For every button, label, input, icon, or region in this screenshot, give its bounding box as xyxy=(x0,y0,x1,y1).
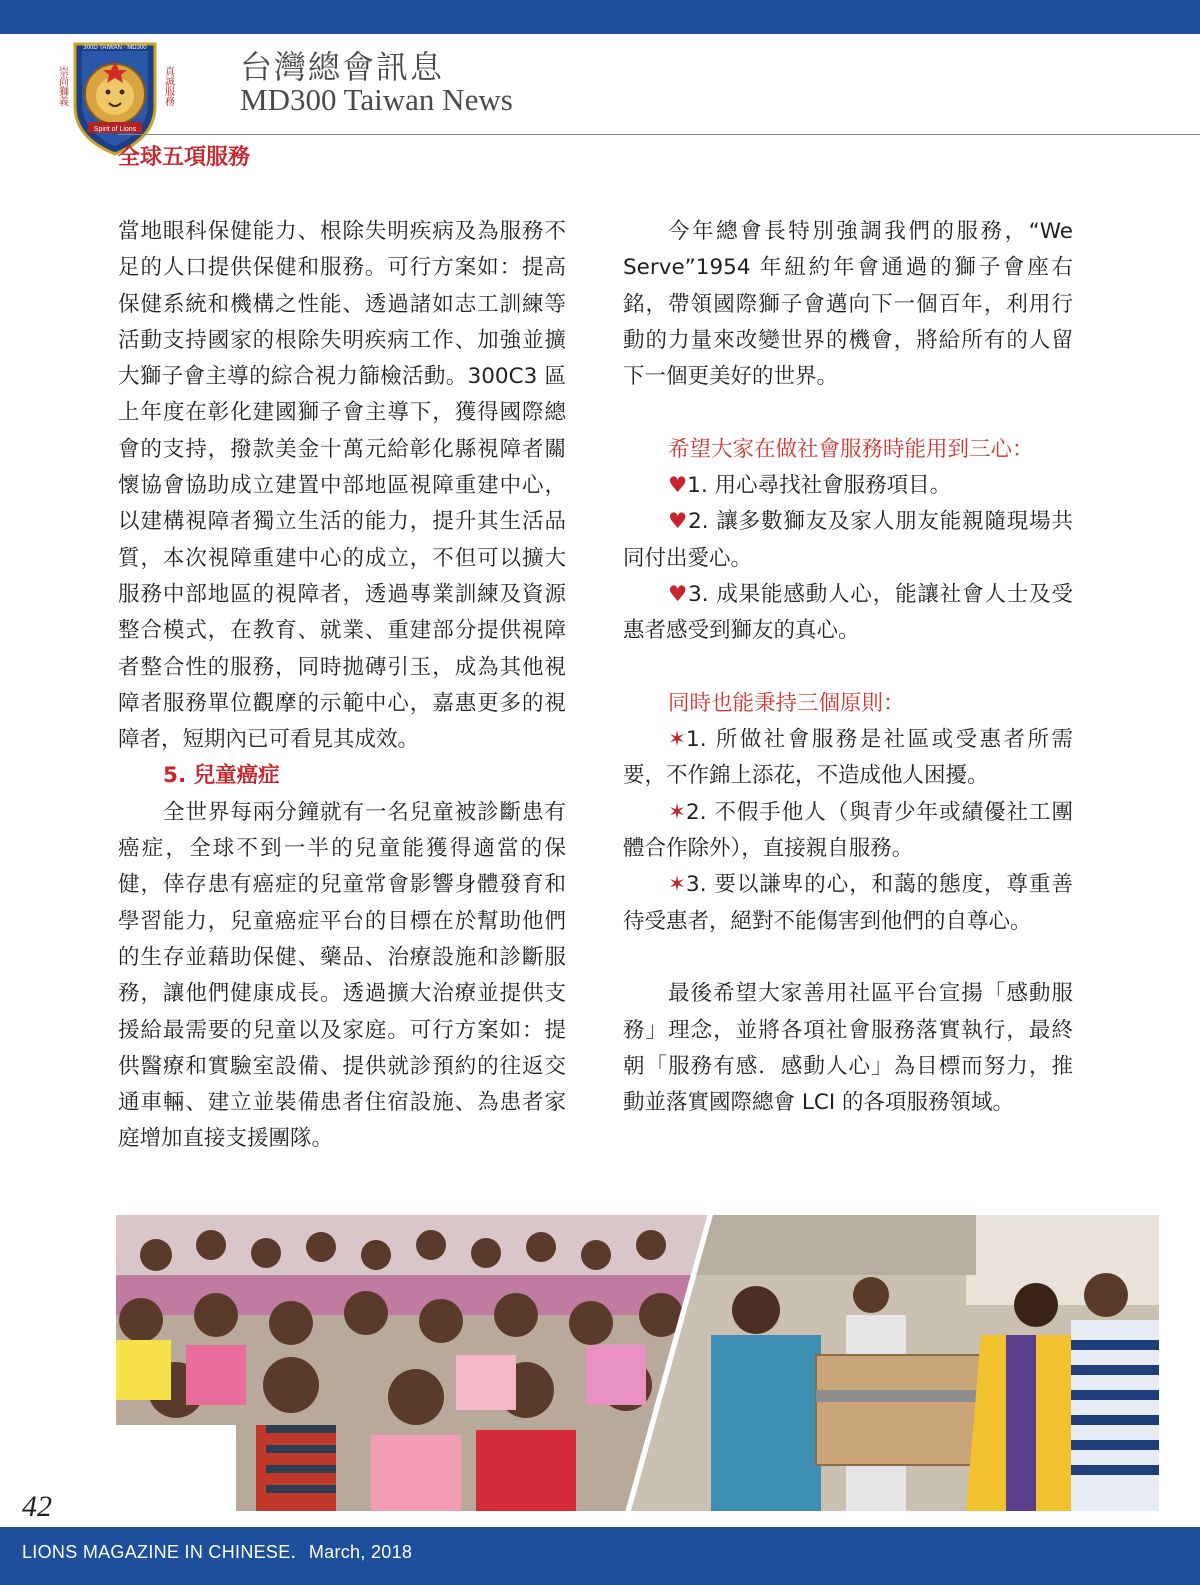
top-color-bar xyxy=(0,0,1200,34)
subhead-child-cancer: 5. 兒童癌症 xyxy=(163,763,280,789)
heart-item-1: ♥1. 用心尋找社會服務項目。 xyxy=(668,473,952,499)
principle-item-2: ✶2. 不假手他人（與青少年或績優社工團體合作除外），直接親自服務。 xyxy=(623,799,1073,862)
heart-item-2: ♥2. 讓多數獅友及家人朋友能親隨現場共同付出愛心。 xyxy=(623,509,1073,571)
principle-item-1: ✶1. 所做社會服務是社區或受惠者所需要，不作錦上添花，不造成他人困擾。 xyxy=(623,727,1073,789)
page-number: 42 xyxy=(22,1490,52,1523)
principles-title: 同時也能秉持三個原則： xyxy=(668,690,905,716)
star-icon: ✶ xyxy=(668,872,687,898)
page-header xyxy=(0,34,1200,154)
principle-item-3: ✶3. 要以謙卑的心，和藹的態度，尊重善待受惠者，絕對不能傷害到他們的自尊心。 xyxy=(623,872,1073,934)
heart-icon: ♥ xyxy=(668,581,689,607)
emblem-banner-top: 300D TAIWAN · MD300 xyxy=(83,45,147,51)
children-classroom-photo-icon xyxy=(116,1215,716,1511)
three-hearts-title: 希望大家在做社會服務時能用到三心： xyxy=(668,436,1034,462)
lions-emblem-icon xyxy=(52,36,178,156)
star-icon: ✶ xyxy=(668,799,687,825)
emblem-side-left: 崇尚獅義 xyxy=(56,66,68,106)
header-divider xyxy=(118,134,1200,135)
section-title: 全球五項服務 xyxy=(118,144,251,170)
star-icon: ✶ xyxy=(668,727,687,753)
emblem-side-right: 真誠服務 xyxy=(162,66,174,106)
left-paragraph-2: 全世界每兩分鐘就有一名兒童被診斷患有癌症，全球不到一半的兒童能獲得適當的保健，倖存患有癌症的兒童常會影響身體發育和學習能力，兒童癌症平台的目標在於幫助他們的生存並藉助保健、藥品、治療設施和診斷服務，讓他們健康成長。透過擴大治療並提供支援給最需要的兒童以及家庭。可行方案如：提供醫療和實驗室設備、提供就診預約的往返交通車輛、建立並裝備患者住宿設施、為患者家庭增加直接支援團隊。 xyxy=(118,799,566,1152)
heart-item-3: ♥3. 成果能感動人心，能讓社會人士及受惠者感受到獅友的真心。 xyxy=(623,581,1073,644)
right-paragraph-1: 今年總會長特別強調我們的服務，“We Serve”1954 年紐約年會通過的獅子會座右銘，帶領國際獅子會邁向下一個百年，利用行動的力量來改變世界的機會，將給所有的人留下一個更美好的世界。 xyxy=(623,219,1073,390)
left-paragraph-1: 當地眼科保健能力、根除失明疾病及為服務不足的人口提供保健和服務。可行方案如：提高保健系統和機構之性能、透過諸如志工訓練等活動支持國家的根除失明疾病工作、加強並擴大獅子會主導的綜合視力篩檢活動。300C3 區上年度在彰化建國獅子會主導下，獲得國際總會的支持，撥款美金十萬元給彰化縣視障者關懷協會協助成立建置中部地區視障重建中心，以建構視障者獨立生活的能力，提升其生活品質，本次視障重建中心的成立，不但可以擴大服務中部地區的視障者，透過專業訓練及資源整合模式，在教育、就業、重建部分提供視障者整合性的服務，同時拋磚引玉，成為其他視障者服務單位觀摩的示範中心，嘉惠更多的視障者，短期內已可看見其成效。 xyxy=(118,219,566,753)
emblem-banner-bottom: Spirit of Lions xyxy=(93,126,137,133)
publication-title-en: MD300 Taiwan News xyxy=(240,82,513,117)
left-column xyxy=(118,214,566,1158)
photo-strip xyxy=(116,1215,1159,1511)
heart-icon: ♥ xyxy=(668,509,689,535)
footer-magazine-info: LIONS MAGAZINE IN CHINESE．March, 2018 xyxy=(22,1542,413,1562)
publication-title-zh: 台灣總會訊息 xyxy=(240,48,445,86)
closing-paragraph: 最後希望大家善用社區平台宣揚「感動服務」理念，並將各項社會服務落實執行，最終朝「服務有感．感動人心」為目標而努力，推動並落實國際總會 LCI 的各項服務領域。 xyxy=(623,981,1073,1116)
heart-icon: ♥ xyxy=(668,473,688,499)
right-column xyxy=(623,214,1073,1121)
